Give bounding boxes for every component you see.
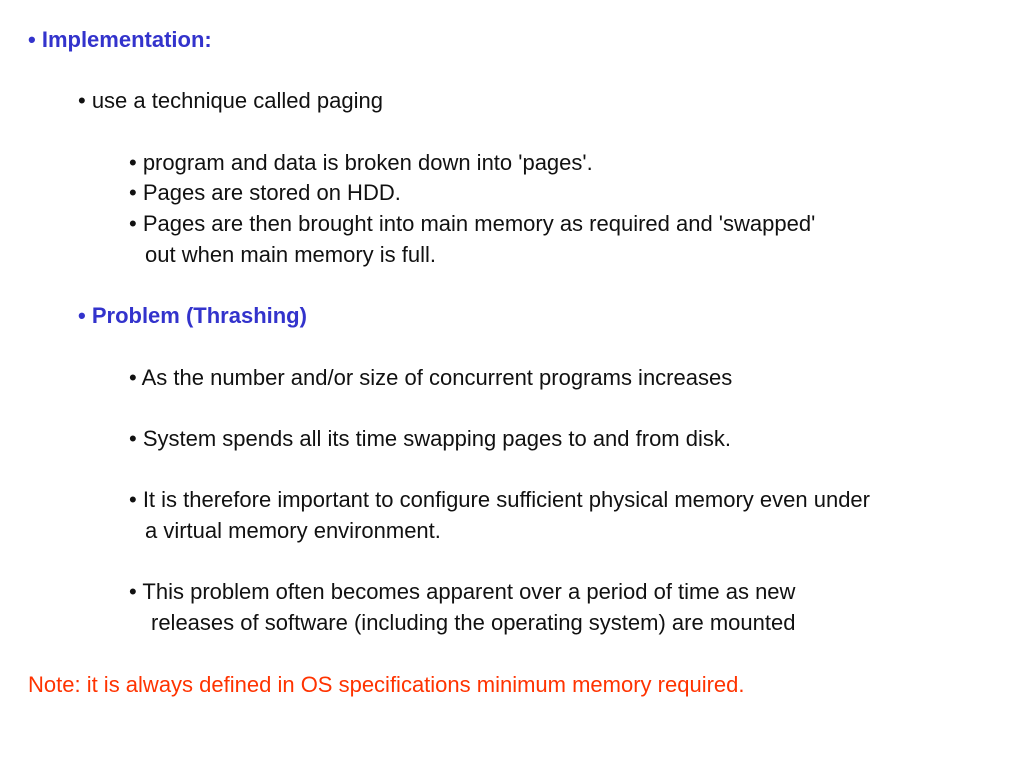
implementation-heading <box>28 27 212 53</box>
problem-point-4-continued: releases of software (including the operating system) are mounted <box>151 610 796 635</box>
paging-point-1: • program and data is broken down into 'pages'. <box>129 150 593 175</box>
implementation-label: Implementation: <box>41 27 212 52</box>
problem-point-4: • This problem often becomes apparent over a period of time as new <box>129 579 796 604</box>
problem-heading <box>78 303 307 329</box>
problem-point-3: • It is therefore important to configure sufficient physical memory even under <box>129 487 870 512</box>
paging-point-3-continued: out when main memory is full. <box>145 242 436 267</box>
paging-point-3: • Pages are then brought into main memory as required and 'swapped' <box>129 211 816 236</box>
problem-bullet: • <box>78 303 86 328</box>
problem-point-1: • As the number and/or size of concurrent programs increases <box>129 365 733 390</box>
problem-point-2: • System spends all its time swapping pages to and from disk. <box>129 426 731 451</box>
paging-point-2: • Pages are stored on HDD. <box>129 180 401 205</box>
implementation-bullet: • <box>28 27 36 52</box>
note-text: Note: it is always defined in OS specifications minimum memory required. <box>28 672 745 697</box>
problem-point-3-continued: a virtual memory environment. <box>145 518 441 543</box>
problem-label: Problem (Thrashing) <box>91 303 307 328</box>
paging-intro: • use a technique called paging <box>78 88 383 113</box>
